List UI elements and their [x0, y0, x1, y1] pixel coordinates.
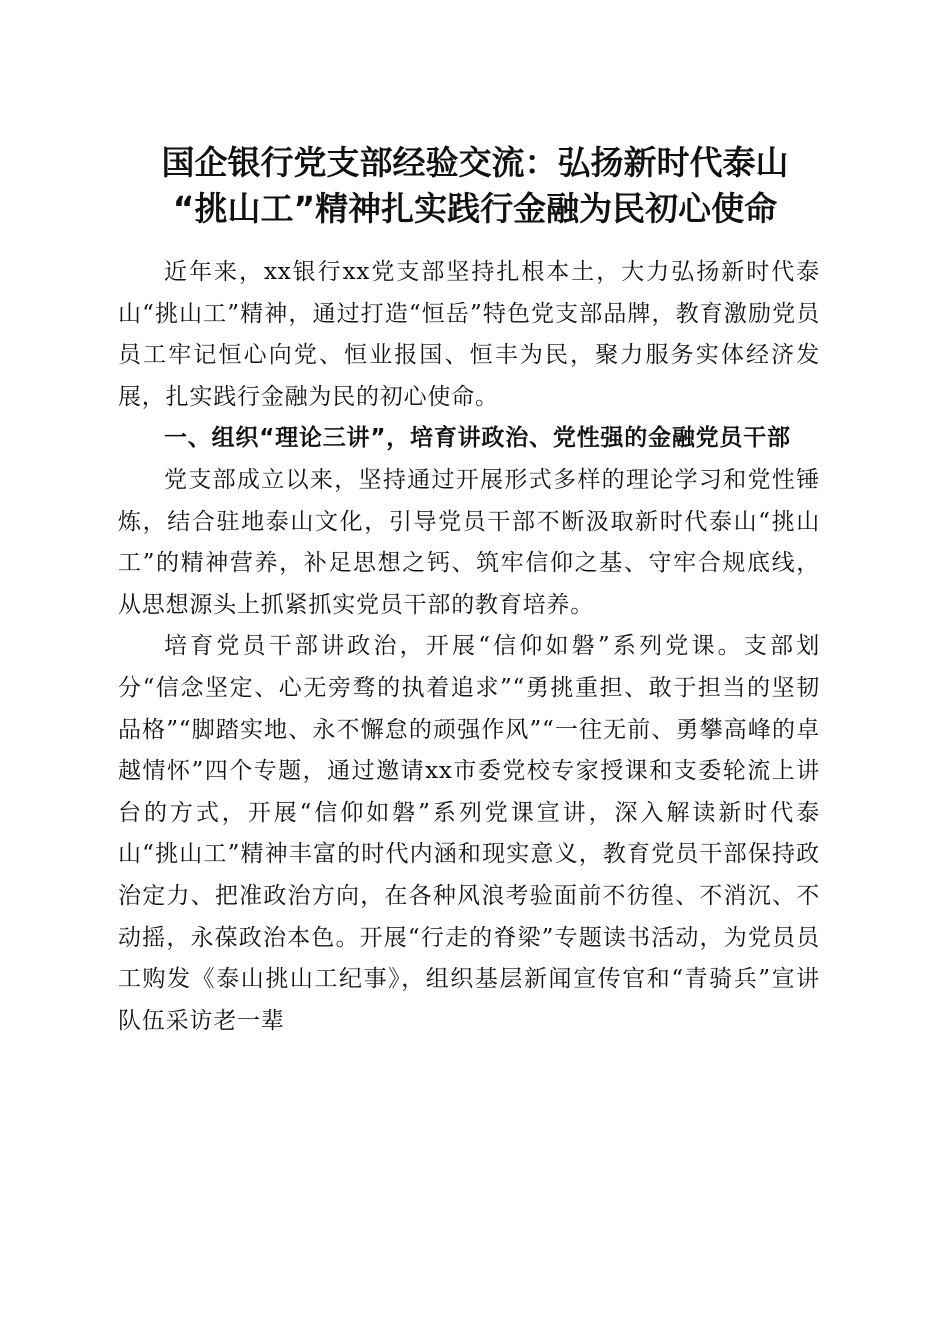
title-line-2: “挑山工”精神扎实践行金融为民初心使命 — [172, 189, 778, 228]
section-heading-1: 一、组织“理论三讲”，培育讲政治、党性强的金融党员干部 — [164, 425, 791, 452]
document-body — [118, 252, 820, 1042]
document-title — [110, 140, 840, 232]
title-line-1: 国企银行党支部经验交流：弘扬新时代泰山 — [161, 143, 789, 182]
paragraph-section-1-intro: 党支部成立以来，坚持通过开展形式多样的理论学习和党性锤炼，结合驻地泰山文化，引导党员干部不断汲取新时代泰山“挑山工”的精神营养，补足思想之钙、筑牢信仰之基、守牢合规底线，从思想源头上抓紧抓实党员干部的教育培养。 — [118, 466, 820, 618]
paragraph-section-1-detail: 培育党员干部讲政治，开展“信仰如磐”系列党课。支部划分“信念坚定、心无旁骛的执着追求”“勇挑重担、敢于担当的坚韧品格”“脚踏实地、永不懈怠的顽强作风”“一往无前、勇攀高峰的卓越情怀”四个专题，通过邀请xx市委党校专家授课和支委轮流上讲台的方式，开展“信仰如磐”系列党课宣讲，深入解读新时代泰山“挑山工”精神丰富的时代内涵和现实意义，教育党员干部保持政治定力、把准政治方向，在各种风浪考验面前不彷徨、不消沉、不动摇，永葆政治本色。开展“行走的脊梁”专题读书活动，为党员员工购发《泰山挑山工纪事》，组织基层新闻宣传官和“青骑兵”宣讲队伍采访老一辈 — [118, 633, 820, 1034]
paragraph-intro: 近年来，xx银行xx党支部坚持扎根本土，大力弘扬新时代泰山“挑山工”精神，通过打造“恒岳”特色党支部品牌，教育激励党员员工牢记恒心向党、恒业报国、恒丰为民，聚力服务实体经济发展，扎实践行金融为民的初心使命。 — [118, 259, 820, 410]
